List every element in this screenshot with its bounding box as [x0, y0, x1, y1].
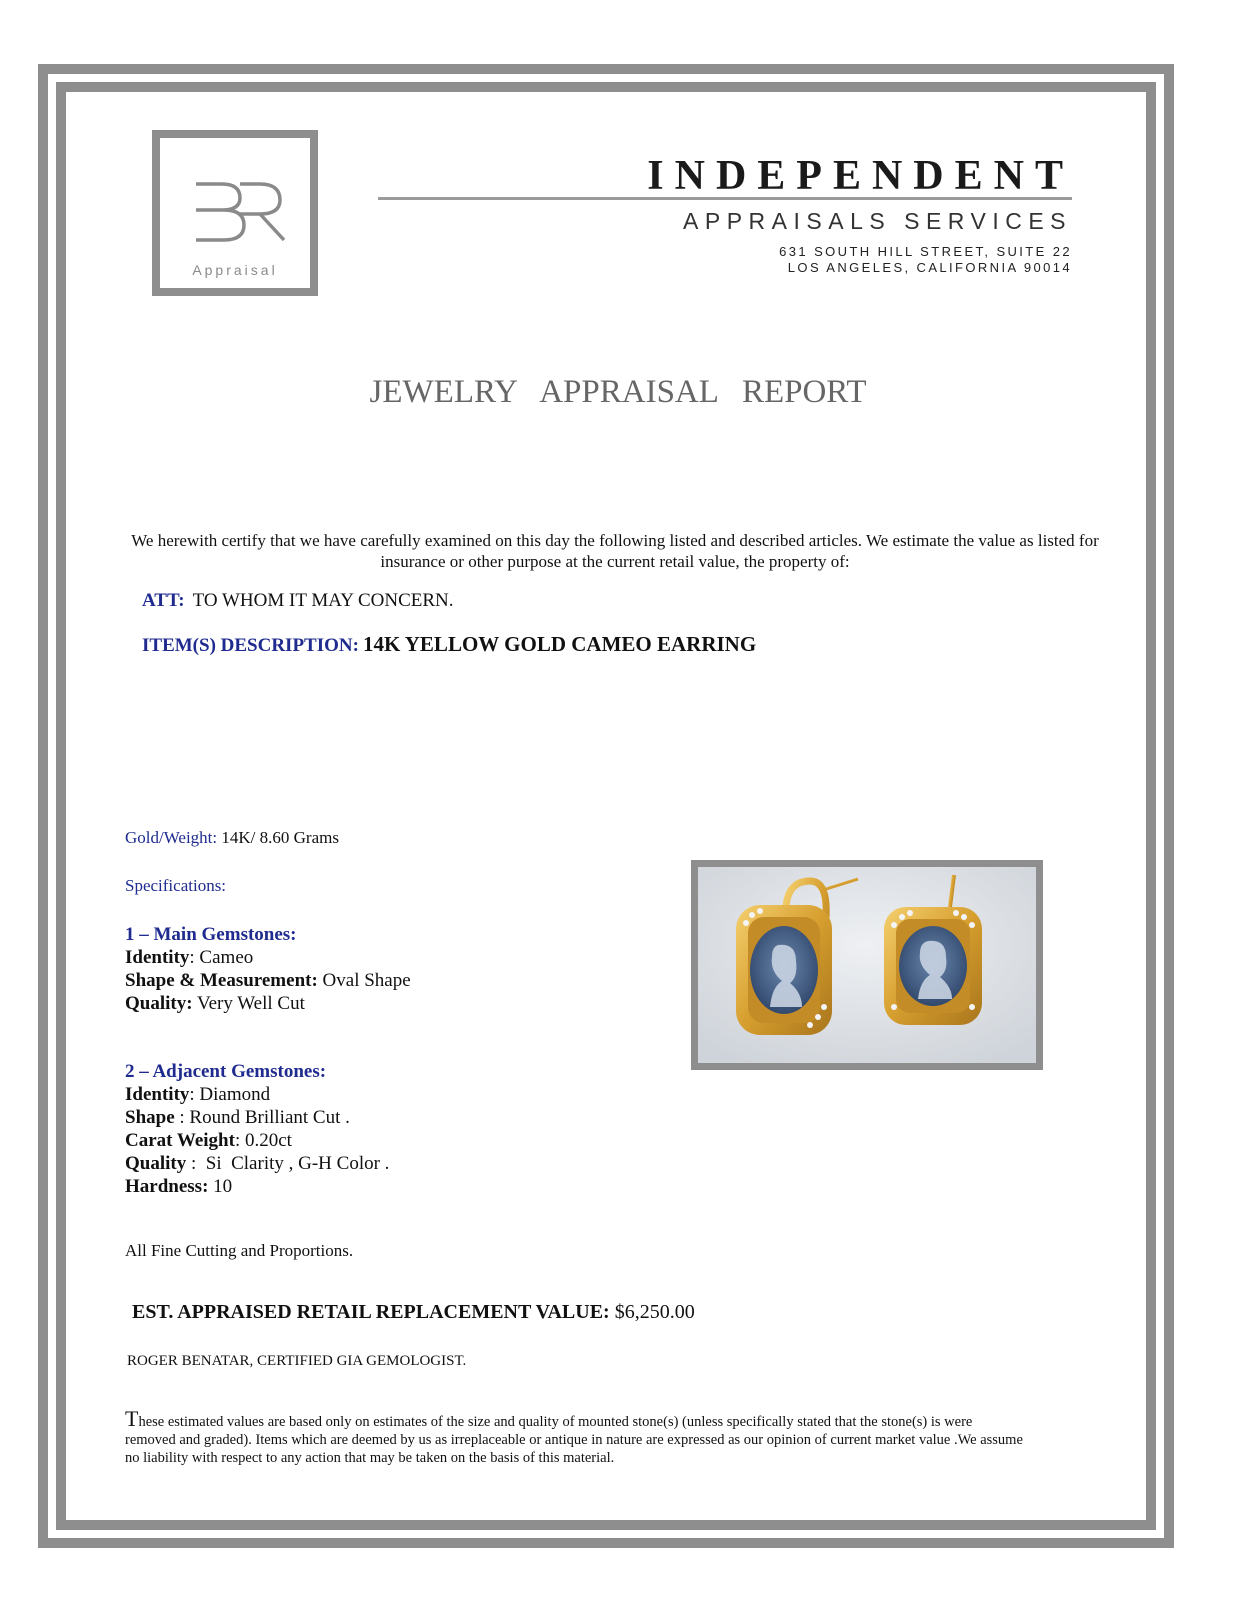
adj-shape-label: Shape	[125, 1107, 175, 1128]
estimated-value-amount: $6,250.00	[609, 1301, 695, 1323]
estimated-value-line	[132, 1301, 695, 1324]
main-identity-value: : Cameo	[189, 947, 254, 968]
gold-weight-label: Gold/Weight:	[125, 828, 218, 847]
company-name: INDEPENDENT	[647, 153, 1074, 199]
cameo-earrings-image	[698, 867, 1036, 1063]
item-description-line	[142, 632, 756, 657]
disclaimer-paragraph	[125, 1406, 1025, 1467]
gold-weight-line	[125, 828, 339, 848]
adj-identity-value: : Diamond	[189, 1084, 271, 1105]
logo-caption: Appraisal	[192, 262, 278, 278]
main-shape-row	[125, 969, 411, 992]
adj-carat-row	[125, 1129, 389, 1152]
report-title: JEWELRY APPRAISAL REPORT	[369, 374, 867, 410]
address-line-1: 631 SOUTH HILL STREET, SUITE 22	[779, 244, 1072, 259]
item-description-value: 14K YELLOW GOLD CAMEO EARRING	[362, 632, 757, 656]
certification-paragraph: We herewith certify that we have carefully examined on this day the following listed and described articles. We estimate the value as listed for insurance or other purpose at the current retail value, the property of:	[131, 531, 1099, 571]
main-quality-row	[125, 992, 411, 1015]
company-subtitle: APPRAISALS SERVICES	[683, 208, 1072, 234]
att-label: ATT:	[142, 590, 185, 611]
main-quality-label: Quality:	[125, 993, 193, 1014]
main-shape-label: Shape & Measurement:	[125, 970, 318, 991]
adjacent-gemstones-heading: 2 – Adjacent Gemstones:	[125, 1061, 327, 1082]
adjacent-gemstones-block	[125, 1060, 389, 1198]
adj-quality-row	[125, 1152, 389, 1175]
main-gemstones-heading: 1 – Main Gemstones:	[125, 924, 297, 945]
att-line	[142, 590, 454, 612]
adj-hardness-label: Hardness:	[125, 1176, 209, 1197]
estimated-value-label: EST. APPRAISED RETAIL REPLACEMENT VALUE:	[132, 1301, 610, 1323]
adj-identity-row	[125, 1083, 389, 1106]
disclaimer-text: hese estimated values are based only on estimates of the size and quality of mounted stone(s) (unless specifically stated that the stone(s) is were removed and graded). Items which are deemed by us as irreplaceable or antique in nature are expressed as our opinion of current market value .We assume no liability with respect to any action that may be taken on the basis of this material.	[125, 1414, 1023, 1466]
adj-carat-value: : 0.20ct	[234, 1130, 292, 1151]
item-description-label: ITEM(S) DESCRIPTION:	[142, 635, 359, 656]
adj-hardness-row	[125, 1175, 389, 1198]
att-value: TO WHOM IT MAY CONCERN.	[192, 590, 454, 611]
adj-identity-label: Identity	[125, 1084, 190, 1105]
adj-shape-row	[125, 1106, 389, 1129]
earring-product-photo	[691, 860, 1043, 1070]
main-identity-row	[125, 946, 411, 969]
adj-hardness-value: 10	[208, 1176, 233, 1197]
main-shape-value: Oval Shape	[317, 970, 411, 991]
main-identity-label: Identity	[125, 947, 190, 968]
specifications-label: Specifications:	[125, 876, 227, 895]
gemologist-signature-line: ROGER BENATAR, CERTIFIED GIA GEMOLOGIST.	[127, 1353, 467, 1369]
disclaimer-first-letter: T	[125, 1406, 139, 1431]
main-gemstones-block	[125, 923, 411, 1015]
adj-quality-label: Quality	[125, 1153, 187, 1174]
br-appraisal-logo	[152, 130, 318, 296]
address-line-2: LOS ANGELES, CALIFORNIA 90014	[787, 260, 1072, 275]
adj-quality-value: : Si Clarity , G-H Color .	[186, 1153, 390, 1174]
adj-shape-value: : Round Brilliant Cut .	[174, 1107, 350, 1128]
fine-cutting-note: All Fine Cutting and Proportions.	[125, 1241, 354, 1260]
main-quality-value: Very Well Cut	[192, 993, 305, 1014]
adj-carat-label: Carat Weight	[125, 1130, 235, 1151]
gold-weight-value: 14K/ 8.60 Grams	[221, 828, 339, 847]
